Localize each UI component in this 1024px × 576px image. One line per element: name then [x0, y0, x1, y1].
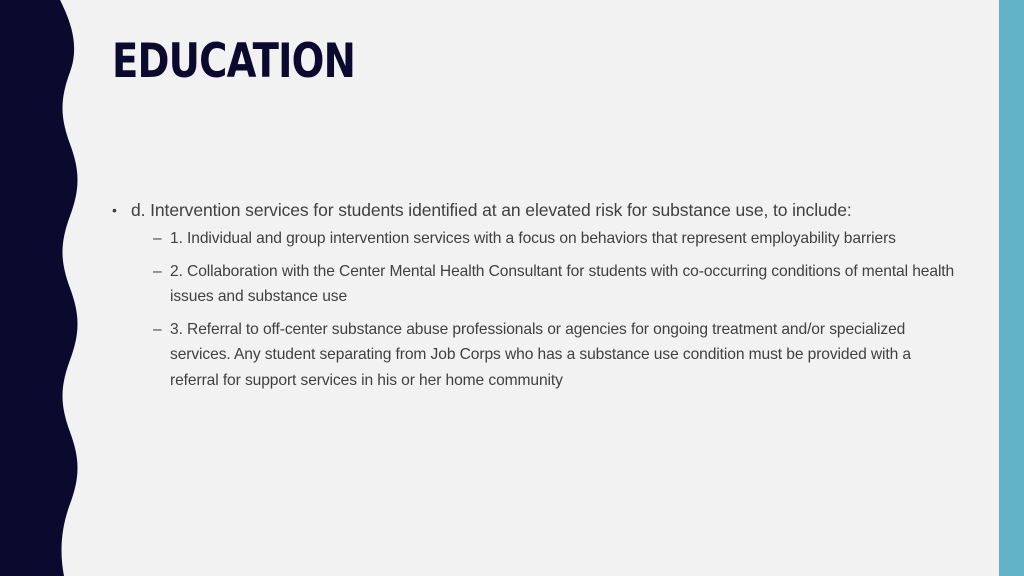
bullet-text: d. Intervention services for students identified at an elevated risk for substance use, to include:	[131, 200, 852, 220]
sub-bullet-item	[112, 226, 962, 252]
left-wavy-band	[0, 0, 80, 576]
sub-bullet-list	[112, 226, 962, 393]
sub-bullet-text: 1. Individual and group intervention services with a focus on behaviors that represent employability barriers	[170, 230, 896, 247]
sub-bullet-marker: –	[153, 320, 162, 338]
sub-bullet-marker: –	[153, 230, 162, 247]
sub-bullet-text: 3. Referral to off-center substance abuse professionals or agencies for ongoing treatment and/or specialized services. Any student separating from Job Corps who has a substance use condition must be provided with a referral for support services in his or her home community	[170, 320, 912, 389]
bullet-marker: •	[112, 202, 117, 218]
sub-bullet-text: 2. Collaboration with the Center Mental Health Consultant for students with co-occurring conditions of mental health issues and substance use	[170, 262, 955, 305]
slide-body	[112, 196, 962, 400]
sub-bullet-item	[112, 317, 962, 394]
sub-bullet-marker: –	[153, 262, 162, 280]
wavy-edge-shape	[0, 0, 80, 576]
slide-title: EDUCATION	[112, 34, 356, 89]
right-accent-band	[999, 0, 1024, 576]
sub-bullet-item	[112, 259, 962, 310]
bullet-item	[112, 196, 962, 224]
